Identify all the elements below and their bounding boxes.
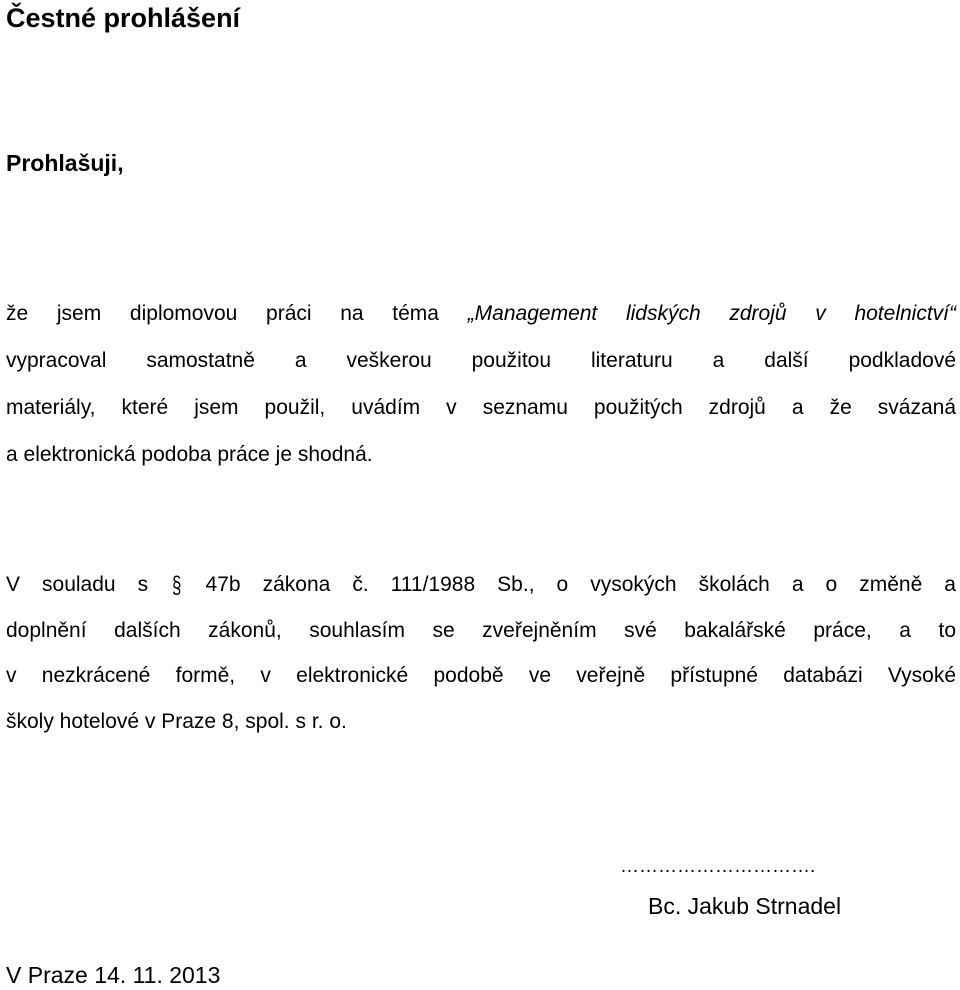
paragraph-line: doplnění dalších zákonů, souhlasím se zveřejněním své bakalářské práce, a to (6, 618, 956, 642)
section-symbol: § (172, 572, 182, 599)
signature-name: Bc. Jakub Strnadel (648, 893, 842, 919)
declaration-heading: Prohlašuji, (6, 150, 124, 176)
paragraph-line: vypracoval samostatně a veškerou použitou literaturu a další podkladové (6, 349, 956, 372)
paragraph-text: že jsem diplomovou práci na téma (6, 302, 468, 325)
paragraph-line: v nezkrácené formě, v elektronické podobě ve veřejně přístupné databázi Vysoké (6, 664, 956, 687)
place-and-date: V Praze 14. 11. 2013 (6, 962, 221, 988)
paragraph-line (6, 562, 956, 608)
paragraph-line: materiály, které jsem použil, uvádím v seznamu použitých zdrojů a že svázaná (6, 396, 956, 419)
paragraph-text: V souladu s (6, 573, 171, 596)
signature-line: …………………………. (620, 856, 816, 877)
paragraph-line: školy hotelové v Praze 8, spol. s r. o. (6, 709, 347, 733)
thesis-topic: „Management lidských zdrojů v hotelnictví“ (467, 302, 956, 325)
declaration-paragraph (6, 290, 956, 478)
consent-paragraph (6, 562, 956, 744)
page-title: Čestné prohlášení (6, 3, 241, 33)
paragraph-text: 47b zákona č. 111/1988 Sb., o vysokých školách a o změně a (183, 573, 956, 596)
paragraph-line: a elektronická podoba práce je shodná. (6, 443, 373, 466)
paragraph-line (6, 290, 956, 337)
